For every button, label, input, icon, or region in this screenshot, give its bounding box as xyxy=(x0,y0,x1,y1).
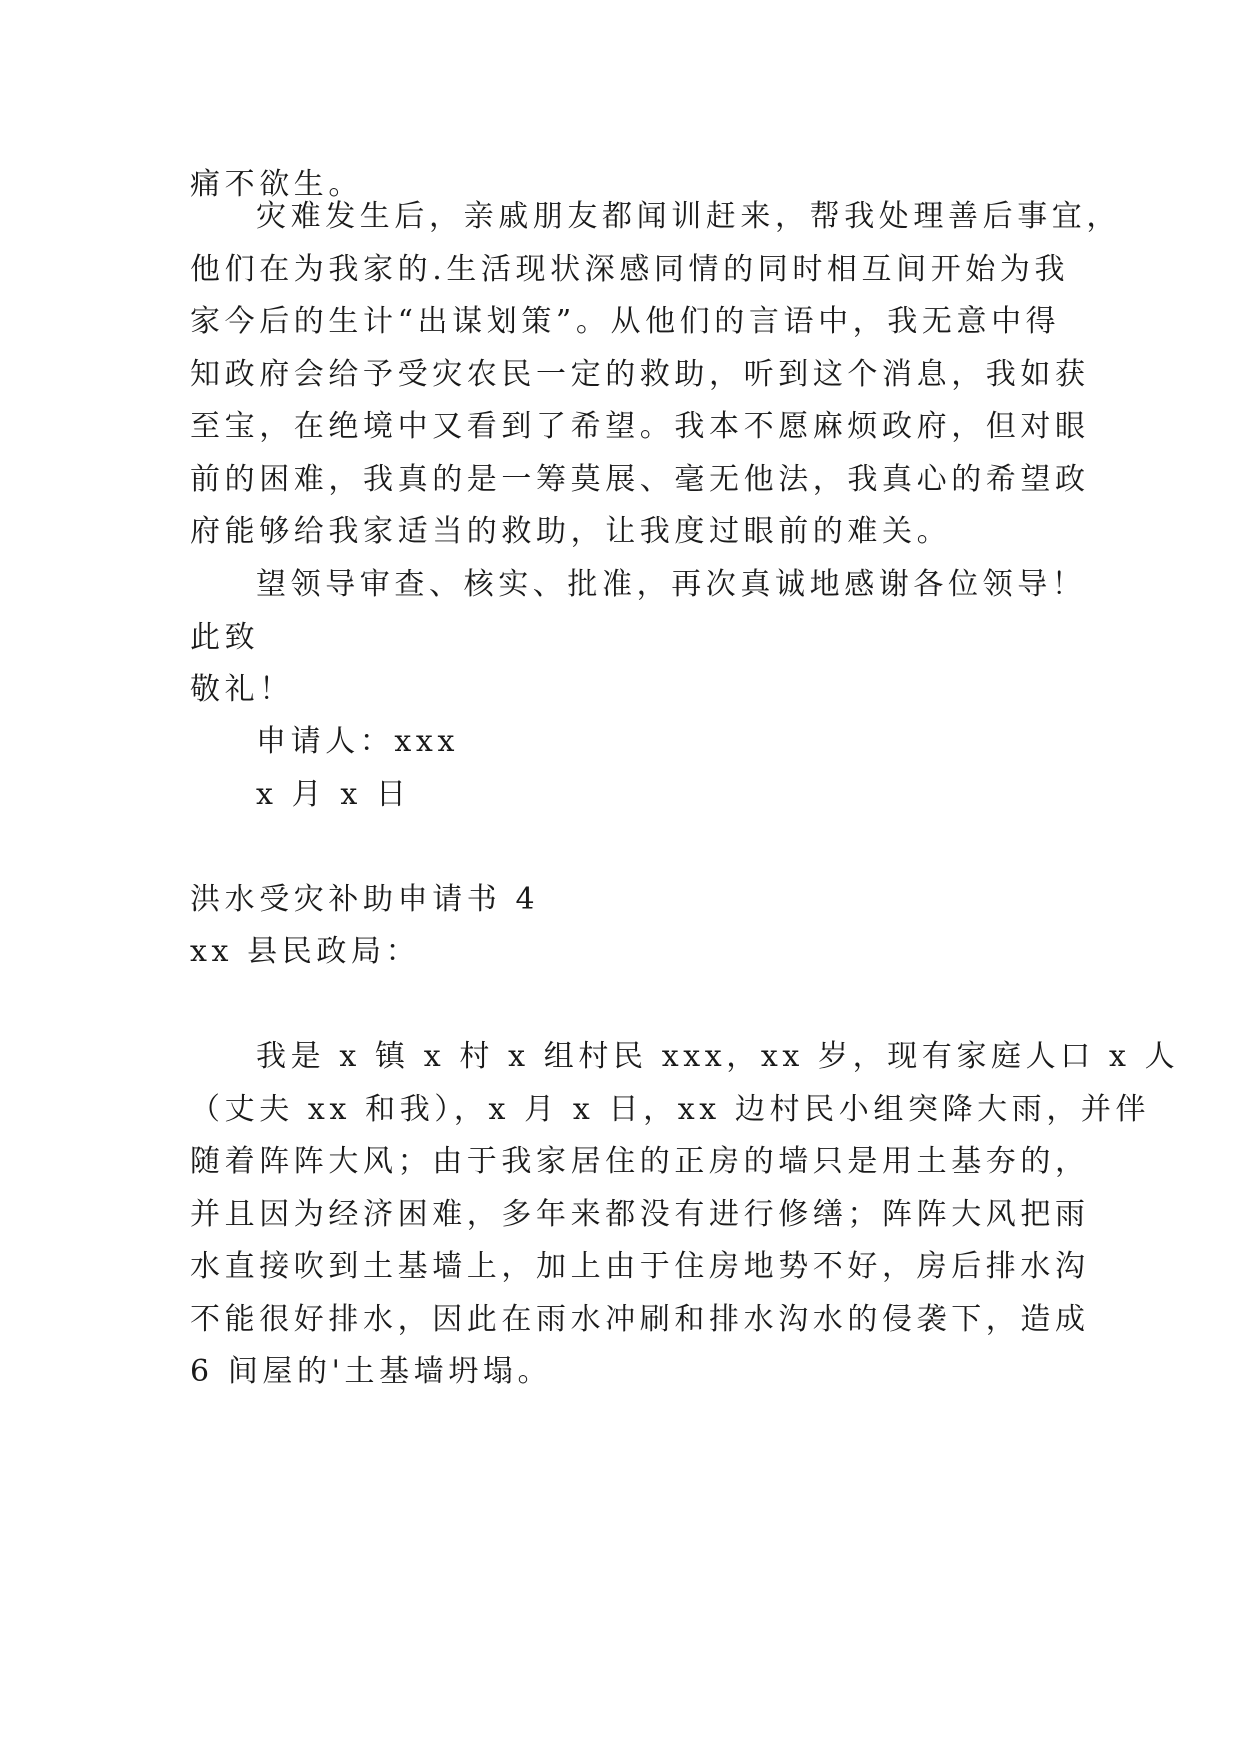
paragraph-line: 水直接吹到土基墙上，加上由于住房地势不好，房后排水沟 xyxy=(190,1249,1090,1284)
paragraph-line: 至宝，在绝境中又看到了希望。我本不愿麻烦政府，但对眼 xyxy=(190,409,1090,444)
date-text: x 月 x 日 xyxy=(256,777,411,812)
paragraph-line: 知政府会给予受灾农民一定的救助，听到这个消息，我如获 xyxy=(190,357,1090,392)
paragraph-line: 随着阵阵大风；由于我家居住的正房的墙只是用土基夯的， xyxy=(190,1144,1090,1179)
paragraph-line: 痛不欲生。 xyxy=(190,167,363,202)
paragraph-line: 不能很好排水，因此在雨水冲刷和排水沟水的侵袭下，造成 xyxy=(190,1302,1090,1337)
paragraph-line: 望领导审查、核实、批准，再次真诚地感谢各位领导！ xyxy=(256,567,1087,602)
recipient-text: xx 县民政局： xyxy=(190,934,421,969)
paragraph-line: 他们在为我家的.生活现状深感同情的同时相互间开始为我 xyxy=(190,252,1070,287)
paragraph-line: 并且因为经济困难，多年来都没有进行修缮；阵阵大风把雨 xyxy=(190,1197,1090,1232)
section-title: 洪水受灾补助申请书 4 xyxy=(190,882,540,917)
salute-text: 敬礼！ xyxy=(190,672,294,707)
paragraph-line: 府能够给我家适当的救助，让我度过眼前的难关。 xyxy=(190,514,952,549)
closing-text: 此致 xyxy=(190,620,260,655)
paragraph-line: 我是 x 镇 x 村 x 组村民 xxx，xx 岁，现有家庭人口 x 人 xyxy=(256,1039,1180,1074)
paragraph-line: 家今后的生计“出谋划策”。从他们的言语中，我无意中得 xyxy=(190,304,1061,339)
paragraph-line: 灾难发生后，亲戚朋友都闻训赶来，帮我处理善后事宜， xyxy=(256,199,1121,234)
paragraph-line: （丈夫 xx 和我），x 月 x 日，xx 边村民小组突降大雨，并伴 xyxy=(190,1092,1151,1127)
paragraph-line: 6 间屋的'土基墙坍塌。 xyxy=(190,1354,553,1389)
paragraph-line: 前的困难，我真的是一筹莫展、毫无他法，我真心的希望政 xyxy=(190,462,1090,497)
applicant-signature: 申请人：xxx xyxy=(256,724,459,759)
